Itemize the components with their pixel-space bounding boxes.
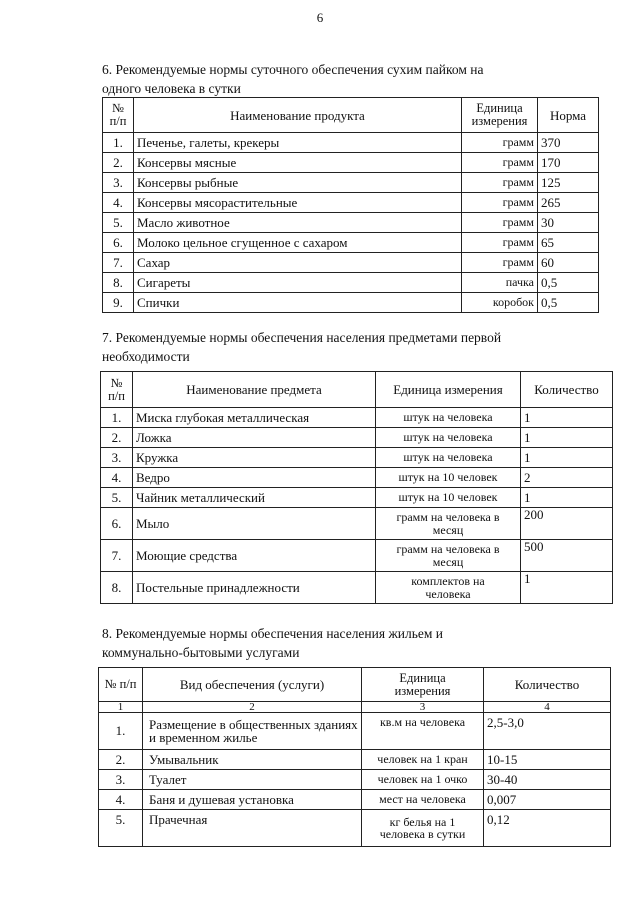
table-row bbox=[101, 448, 613, 468]
row-name: Консервы мясорастительные bbox=[134, 193, 462, 213]
table-row bbox=[103, 233, 599, 253]
col-number: 2 bbox=[143, 702, 362, 713]
row-unit: человек на 1 кран bbox=[362, 750, 484, 770]
header-name: Наименование продукта bbox=[134, 98, 462, 133]
table-row bbox=[101, 572, 613, 604]
row-value: 65 bbox=[538, 233, 599, 253]
row-unit: грамм bbox=[462, 213, 538, 233]
row-unit: штук на человека bbox=[376, 408, 521, 428]
row-name: Баня и душевая установка bbox=[143, 790, 362, 810]
header-unit: Единица измерения bbox=[376, 372, 521, 408]
section7-heading-line1: 7. Рекомендуемые нормы обеспечения населения предметами первой bbox=[102, 330, 502, 345]
row-name: Кружка bbox=[133, 448, 376, 468]
row-name: Ведро bbox=[133, 468, 376, 488]
row-name: Спички bbox=[134, 293, 462, 313]
row-num: 4. bbox=[99, 790, 143, 810]
row-num: 9. bbox=[103, 293, 134, 313]
row-value: 1 bbox=[521, 572, 613, 604]
row-value: 0,5 bbox=[538, 273, 599, 293]
page-number: 6 bbox=[316, 10, 324, 25]
row-value: 0,5 bbox=[538, 293, 599, 313]
row-name: Сигареты bbox=[134, 273, 462, 293]
row-name: Консервы мясные bbox=[134, 153, 462, 173]
table-row bbox=[103, 193, 599, 213]
header-num: № п/п bbox=[101, 372, 133, 408]
row-name: Сахар bbox=[134, 253, 462, 273]
row-value: 60 bbox=[538, 253, 599, 273]
row-num: 3. bbox=[101, 448, 133, 468]
row-num: 6. bbox=[101, 508, 133, 540]
header-num: № п/п bbox=[103, 98, 134, 133]
table-row bbox=[101, 508, 613, 540]
header-norm: Норма bbox=[538, 98, 599, 133]
col-number: 4 bbox=[484, 702, 611, 713]
section7-table bbox=[100, 371, 613, 604]
section7-heading-line2: необходимости bbox=[102, 349, 190, 364]
row-value: 2,5-3,0 bbox=[484, 713, 611, 750]
row-value: 0,12 bbox=[484, 810, 611, 847]
row-num: 5. bbox=[101, 488, 133, 508]
row-num: 1. bbox=[103, 133, 134, 153]
header-name: Наименование предмета bbox=[133, 372, 376, 408]
row-value: 265 bbox=[538, 193, 599, 213]
row-num: 2. bbox=[101, 428, 133, 448]
row-value: 1 bbox=[521, 408, 613, 428]
table-row bbox=[103, 153, 599, 173]
col-number: 3 bbox=[362, 702, 484, 713]
row-num: 6. bbox=[103, 233, 134, 253]
table-row bbox=[101, 468, 613, 488]
table-row bbox=[99, 713, 611, 750]
row-unit: комплектов на человека bbox=[376, 572, 521, 604]
row-name: Молоко цельное сгущенное с сахаром bbox=[134, 233, 462, 253]
row-unit: штук на 10 человек bbox=[376, 488, 521, 508]
table-row bbox=[101, 540, 613, 572]
column-numbers-row bbox=[99, 702, 611, 713]
row-value: 125 bbox=[538, 173, 599, 193]
row-value: 1 bbox=[521, 448, 613, 468]
row-value: 170 bbox=[538, 153, 599, 173]
row-unit: пачка bbox=[462, 273, 538, 293]
row-num: 4. bbox=[103, 193, 134, 213]
row-name: Масло животное bbox=[134, 213, 462, 233]
row-unit: грамм на человека в месяц bbox=[376, 540, 521, 572]
header-qty: Количество bbox=[484, 668, 611, 702]
row-name: Туалет bbox=[143, 770, 362, 790]
row-name: Постельные принадлежности bbox=[133, 572, 376, 604]
row-value: 30-40 bbox=[484, 770, 611, 790]
header-unit: Единица измерения bbox=[462, 98, 538, 133]
table-row bbox=[101, 428, 613, 448]
row-value: 0,007 bbox=[484, 790, 611, 810]
row-num: 8. bbox=[101, 572, 133, 604]
row-value: 2 bbox=[521, 468, 613, 488]
col-number: 1 bbox=[99, 702, 143, 713]
table-row bbox=[99, 750, 611, 770]
row-name: Моющие средства bbox=[133, 540, 376, 572]
row-value: 30 bbox=[538, 213, 599, 233]
row-unit: грамм bbox=[462, 173, 538, 193]
row-num: 1. bbox=[99, 713, 143, 750]
table-row bbox=[101, 408, 613, 428]
table-row bbox=[101, 488, 613, 508]
table-row bbox=[103, 173, 599, 193]
section6-heading-line2: одного человека в сутки bbox=[102, 81, 241, 96]
row-num: 4. bbox=[101, 468, 133, 488]
row-unit: грамм bbox=[462, 233, 538, 253]
row-num: 3. bbox=[99, 770, 143, 790]
table-row bbox=[103, 273, 599, 293]
row-num: 1. bbox=[101, 408, 133, 428]
section8-table bbox=[98, 667, 611, 847]
table-row bbox=[103, 293, 599, 313]
row-num: 5. bbox=[103, 213, 134, 233]
row-name: Консервы рыбные bbox=[134, 173, 462, 193]
row-value: 1 bbox=[521, 428, 613, 448]
row-unit: штук на человека bbox=[376, 428, 521, 448]
table-row bbox=[103, 133, 599, 153]
row-name: Размещение в общественных зданиях и временном жилье bbox=[143, 713, 362, 750]
row-unit: штук на человека bbox=[376, 448, 521, 468]
section8-heading-line1: 8. Рекомендуемые нормы обеспечения населения жильем и bbox=[102, 626, 444, 641]
header-name: Вид обеспечения (услуги) bbox=[143, 668, 362, 702]
row-value: 500 bbox=[521, 540, 613, 572]
row-value: 370 bbox=[538, 133, 599, 153]
row-num: 8. bbox=[103, 273, 134, 293]
row-name: Печенье, галеты, крекеры bbox=[134, 133, 462, 153]
row-unit: грамм bbox=[462, 253, 538, 273]
row-name: Мыло bbox=[133, 508, 376, 540]
row-num: 5. bbox=[99, 810, 143, 847]
header-qty: Количество bbox=[521, 372, 613, 408]
row-name: Прачечная bbox=[143, 810, 362, 847]
row-num: 7. bbox=[101, 540, 133, 572]
row-unit: мест на человека bbox=[362, 790, 484, 810]
table-row bbox=[99, 810, 611, 847]
row-unit: кг белья на 1 человека в сутки bbox=[362, 810, 484, 847]
row-name: Умывальник bbox=[143, 750, 362, 770]
row-unit: коробок bbox=[462, 293, 538, 313]
row-num: 2. bbox=[103, 153, 134, 173]
row-value: 10-15 bbox=[484, 750, 611, 770]
row-name: Миска глубокая металлическая bbox=[133, 408, 376, 428]
row-name: Чайник металлический bbox=[133, 488, 376, 508]
table-row bbox=[99, 770, 611, 790]
row-unit: грамм bbox=[462, 193, 538, 213]
table-row bbox=[103, 253, 599, 273]
row-value: 200 bbox=[521, 508, 613, 540]
row-unit: кв.м на человека bbox=[362, 713, 484, 750]
table-row bbox=[103, 213, 599, 233]
section6-table bbox=[102, 97, 599, 313]
row-unit: грамм на человека в месяц bbox=[376, 508, 521, 540]
row-num: 7. bbox=[103, 253, 134, 273]
row-num: 3. bbox=[103, 173, 134, 193]
header-unit: Единица измерения bbox=[362, 668, 484, 702]
row-num: 2. bbox=[99, 750, 143, 770]
header-num: № п/п bbox=[99, 668, 143, 702]
section6-heading-line1: 6. Рекомендуемые нормы суточного обеспечения сухим пайком на bbox=[102, 62, 484, 77]
section8-heading-line2: коммунально-бытовыми услугами bbox=[102, 645, 300, 660]
row-name: Ложка bbox=[133, 428, 376, 448]
row-unit: грамм bbox=[462, 133, 538, 153]
row-unit: штук на 10 человек bbox=[376, 468, 521, 488]
table-row bbox=[99, 790, 611, 810]
row-unit: грамм bbox=[462, 153, 538, 173]
row-unit: человек на 1 очко bbox=[362, 770, 484, 790]
row-value: 1 bbox=[521, 488, 613, 508]
